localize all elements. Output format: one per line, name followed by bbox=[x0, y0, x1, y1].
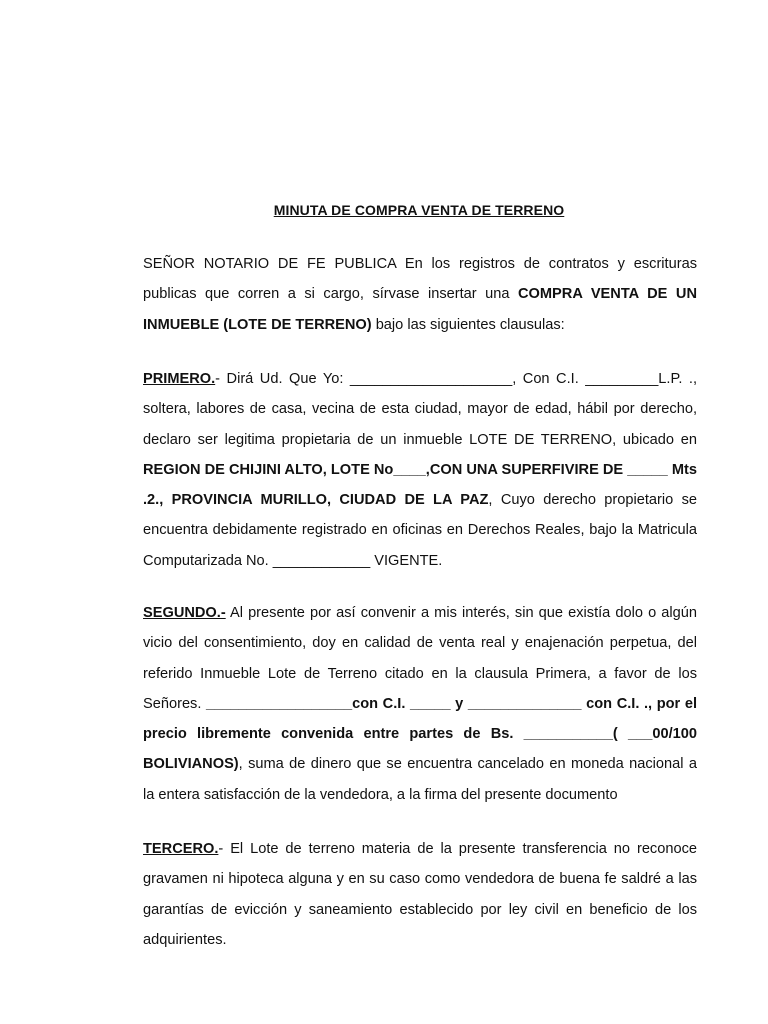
clause-primero-text: - Dirá Ud. Que Yo: ____________________, Con C.I. _________L.P. ., soltera, labores de casa, vecina de esta ciudad, mayor de edad, hábil por derecho, declaro ser legitima propietaria de un inmueble LOTE DE TERRENO, ubicado en bbox=[143, 371, 697, 448]
clause-primero-heading: PRIMERO. bbox=[143, 371, 216, 387]
clause-segundo-heading: SEGUNDO.- bbox=[143, 605, 226, 621]
clause-primero-bold-text: REGION DE CHIJINI ALTO, LOTE No____,CON UNA SUPERFIVIRE DE _____ Mts .2., PROVINCIA MURILLO, CIUDAD DE LA PAZ bbox=[143, 461, 697, 509]
intro-text-end: bajo las siguientes clausulas: bbox=[371, 316, 565, 333]
intro-paragraph bbox=[143, 249, 697, 340]
clause-segundo-bold-text: __________________con C.I. _____ y ______________ con C.I. ., por el precio libremente convenida entre partes de Bs. ___________( ___00/100 BOLIVIANOS) bbox=[143, 695, 698, 773]
clause-primero bbox=[143, 364, 697, 576]
intro-text: SEÑOR NOTARIO DE FE PUBLICA En los registros de contratos y escrituras publicas que corren a si cargo, sírvase insertar una bbox=[143, 256, 697, 303]
clause-primero-text-end: , Cuyo derecho propietario se encuentra debidamente registrado en oficinas en Derechos Reales, bajo la Matricula Computarizada No. ____________ VIGENTE. bbox=[143, 492, 698, 569]
clause-tercero-heading: TERCERO. bbox=[143, 841, 219, 857]
clause-tercero bbox=[143, 834, 697, 955]
document-title: MINUTA DE COMPRA VENTA DE TERRENO bbox=[273, 202, 565, 218]
clause-tercero-text: - El Lote de terreno materia de la presente transferencia no reconoce gravamen ni hipoteca alguna y en su caso como vendedora de buena fe saldré a las garantías de evicción y saneamiento establecido por ley civil en beneficio de los adquirientes. bbox=[143, 841, 697, 948]
clause-segundo bbox=[143, 598, 697, 810]
clause-segundo-text: Al presente por así convenir a mis interés, sin que existía dolo o algún vicio del consentimiento, doy en calidad de venta real y enajenación perpetua, del referido Inmueble Lote de Terreno citado en la clausula Primera, a favor de los Señores. bbox=[143, 605, 697, 712]
intro-bold-text: COMPRA VENTA DE UN INMUEBLE (LOTE DE TERRENO) bbox=[143, 286, 697, 333]
clause-segundo-text-end: , suma de dinero que se encuentra cancelado en moneda nacional a la entera satisfacción de la vendedora, a la firma del presente documento bbox=[143, 756, 697, 803]
